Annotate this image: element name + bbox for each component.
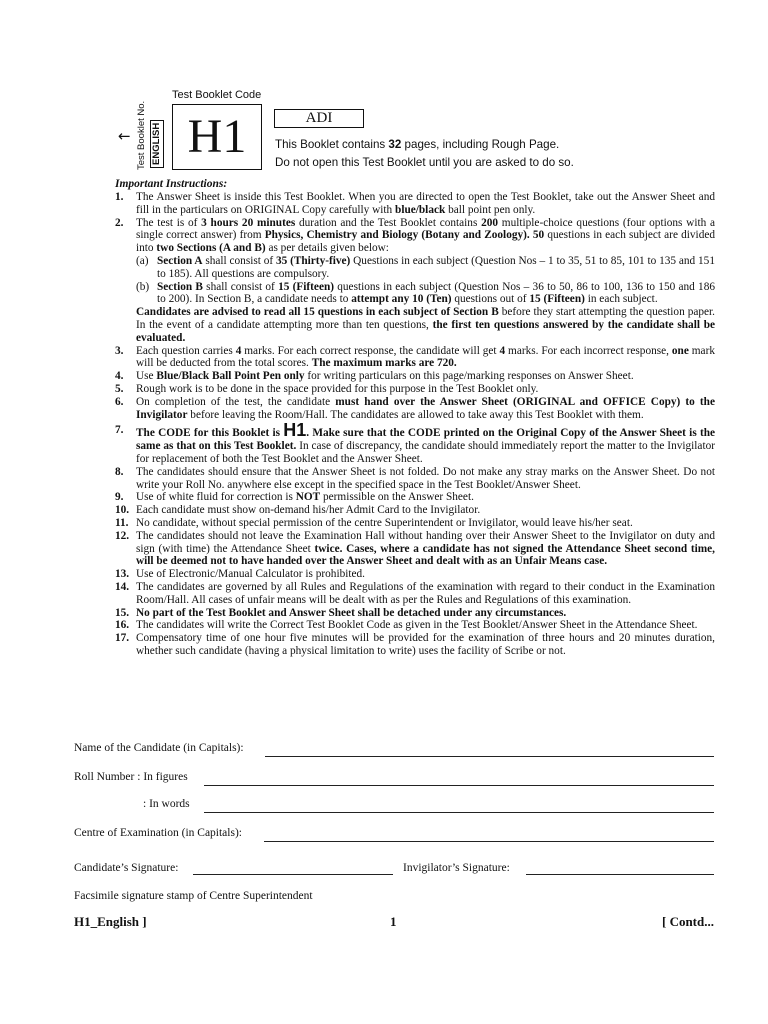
- footer-booklet-code: H1_English ]: [74, 914, 147, 929]
- roll-number-words-field[interactable]: [204, 812, 714, 813]
- inline-booklet-code: H1: [283, 420, 307, 441]
- instruction-item: 10. Each candidate must show on-demand his/her Admit Card to the Invigilator.: [115, 504, 481, 517]
- instruction-item: 8. The candidates should ensure that the Answer Sheet is not folded. Do not make any stray marks on the Answer Sheet. Do not write your Roll No. anywhere else except in the specified space in the Test Booklet/Answer Sheet.: [115, 465, 715, 491]
- roll-number-figures-label: Roll Number : In figures: [74, 771, 188, 783]
- roll-number-figures-field[interactable]: [204, 785, 714, 786]
- instruction-item: 12. The candidates should not leave the Examination Hall without handing over their Answer Sheet to the Invigilator on duty and sign (with time) the Attendance Sheet twice. Cases, where a candidate has not signed the Attendance Sheet second time, will be deemed not to have handed over the Answer Sheet and dealt with as an Unfair Means case.: [115, 529, 715, 568]
- do-not-open-note: Do not open this Test Booklet until you are asked to do so.: [275, 156, 574, 169]
- instruction-item: 15. No part of the Test Booklet and Answer Sheet shall be detached under any circumstances.: [115, 606, 567, 619]
- booklet-code-label: Test Booklet Code: [172, 89, 262, 101]
- instruction-item: 6. On completion of the test, the candidate must hand over the Answer Sheet (ORIGINAL and OFFICE Copy) to the Invigilator before leaving the Room/Hall. The candidates are allowed to take away this Test Booklet with them.: [115, 395, 715, 421]
- instruction-item: 5. Rough work is to be done in the space provided for this purpose in the Test Booklet only.: [115, 382, 539, 395]
- left-arrow-icon: ←: [118, 127, 131, 145]
- candidate-name-field[interactable]: [265, 756, 714, 757]
- instruction-item: 7. The CODE for this Booklet is H1. Make sure that the CODE printed on the Original Copy of the Answer Sheet is the same as that on this Test Booklet. In case of discrepancy, the candidate should immediately report the matter to the Invigilator for replacement of both the Test Booklet and the Answer Sheet.: [115, 420, 716, 465]
- exam-centre-field[interactable]: [264, 841, 714, 842]
- instruction-item: 4. Use Blue/Black Ball Point Pen only for writing particulars on this page/marking responses on Answer Sheet.: [115, 370, 634, 383]
- series-code-box: ADI: [274, 109, 364, 128]
- instruction-item: 17. Compensatory time of one hour five minutes will be provided for the examination of three hours and 20 minutes duration, whether such candidate (having a physical limitation to write) uses the facility of Scribe or not.: [115, 632, 715, 657]
- superintendent-stamp-label: Facsimile signature stamp of Centre Superintendent: [74, 890, 313, 902]
- candidate-signature-label: Candidate’s Signature:: [74, 862, 179, 874]
- instruction-item: 3. Each question carries 4 marks. For each correct response, the candidate will get 4 marks. For each incorrect response, one mark will be deducted from the total scores. The maximum marks are 720.: [115, 344, 715, 370]
- continued-label: [ Contd...: [661, 914, 714, 929]
- instruction-item: 2. The test is of 3 hours 20 minutes duration and the Test Booklet contains 200 multiple-choice questions (four options with a single correct answer) from Physics, Chemistry and Biology (Botany and Zoology). 50 questions in each subject are divided into two Sections (A and B) as per details given below: (a) Section A shall consist of 35 (Thirty-five) Questions in each subject (Question Nos – 1 to 35, 51 to 85, 101 to 135 and 151 to 185). All questions are compulsory. (b) Section B shall consist of 15 (Fifteen) questions in each subject (Question Nos – 36 to 50, 86 to 100, 136 to 150 and 186 to 200). In Section B, a candidate needs to attempt any 10 (Ten) questions out of 15 (Fifteen) in each subject. Candidates are advised to read all 15 questions in each subject of Section B before they start attempting the question paper. In the event of a candidate attempting more than ten questions, the first ten questions answered by the candidate shall be evaluated.: [115, 216, 716, 344]
- booklet-number-label: Test Booklet No.: [136, 100, 147, 170]
- instruction-item: 14. The candidates are governed by all Rules and Regulations of the examination with regard to their conduct in the Examination Room/Hall. All cases of unfair means will be dealt with as per the Rules and Regulations of this examination.: [115, 580, 715, 606]
- booklet-code-box: H1: [172, 104, 262, 170]
- booklet-pages-note: This Booklet contains 32 pages, including Rough Page.: [275, 138, 560, 151]
- invigilator-signature-field[interactable]: [526, 874, 714, 875]
- exam-centre-label: Centre of Examination (in Capitals):: [74, 827, 242, 839]
- language-label: ENGLISH: [150, 120, 164, 168]
- section-a-rule: (a) Section A shall consist of 35 (Thirty-five) Questions in each subject (Question Nos – 1 to 35, 51 to 85, 101 to 135 and 151 to 185). All questions are compulsory.: [136, 254, 715, 280]
- instruction-item: 11. No candidate, without special permission of the centre Superintendent or Invigilator, would leave his/her seat.: [115, 516, 633, 529]
- candidate-name-label: Name of the Candidate (in Capitals):: [74, 742, 244, 754]
- booklet-number-box: [136, 100, 170, 170]
- roll-number-words-label: : In words: [143, 798, 190, 810]
- instruction-item: 13. Use of Electronic/Manual Calculator is prohibited.: [115, 568, 366, 581]
- section-b-rule: (b) Section B shall consist of 15 (Fifteen) questions in each subject (Question Nos – 36 to 50, 86 to 100, 136 to 150 and 186 to 200). In Section B, a candidate needs to attempt any 10 (Ten) questions out of 15 (Fifteen) in each subject.: [136, 280, 715, 306]
- page-number: 1: [390, 914, 397, 929]
- instructions-title: Important Instructions:: [115, 178, 228, 190]
- invigilator-signature-label: Invigilator’s Signature:: [403, 862, 510, 874]
- instructions-list: [115, 191, 715, 658]
- candidate-signature-field[interactable]: [193, 874, 393, 875]
- instruction-item: 9. Use of white fluid for correction is NOT permissible on the Answer Sheet.: [115, 491, 474, 504]
- instruction-item: 1. The Answer Sheet is inside this Test Booklet. When you are directed to open the Test Booklet, take out the Answer Sheet and fill in the particulars on ORIGINAL Copy carefully with blue/black ball point pen only.: [115, 191, 715, 216]
- instruction-item: 16. The candidates will write the Correct Test Booklet Code as given in the Test Booklet/Answer Sheet in the Attendance Sheet.: [115, 619, 698, 632]
